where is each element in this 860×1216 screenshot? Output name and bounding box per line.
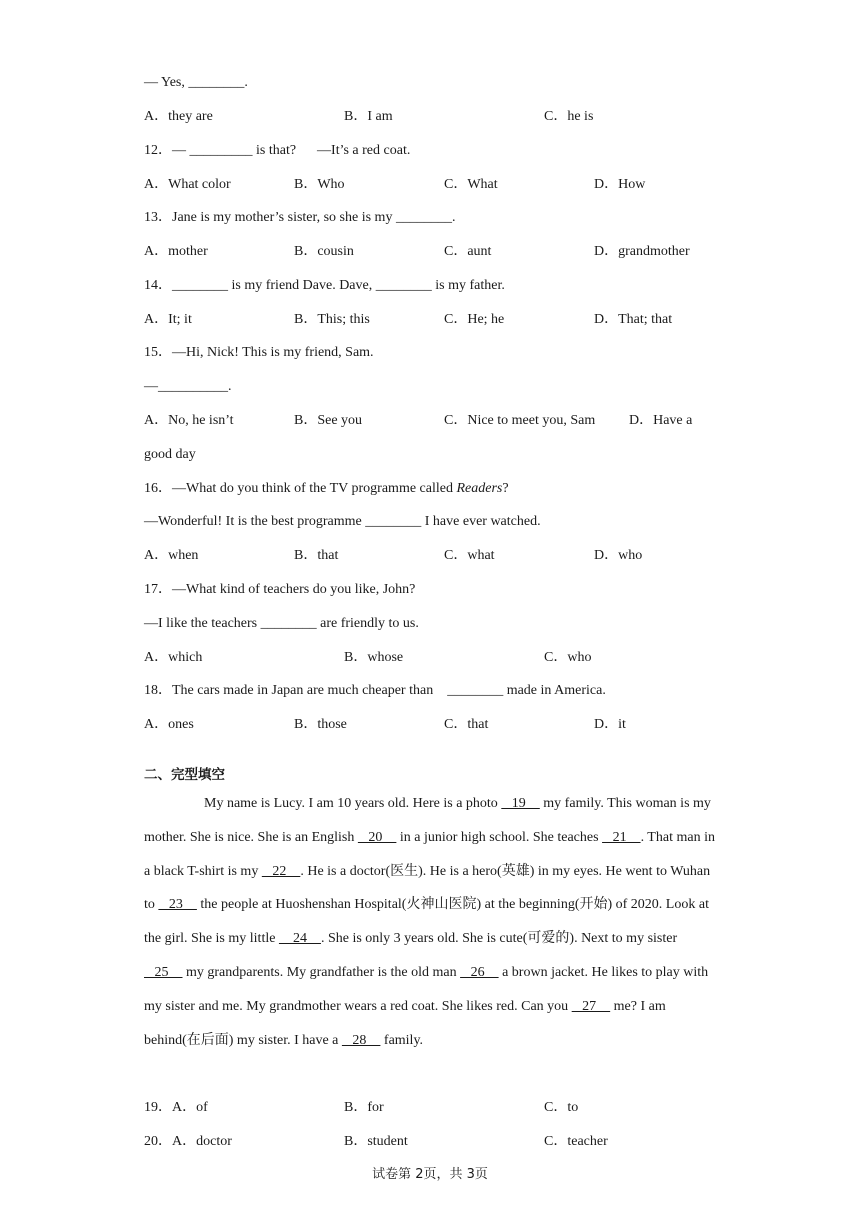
q13-stem: 13．Jane is my mother’s sister, so she is my ________.: [144, 210, 456, 225]
passage-text: the people at Huoshenshan Hospital(火神山医院) at the beginning(开始) of 2020. Look at the girl. She is my little: [144, 897, 709, 947]
q20-option-c: C．teacher: [544, 1134, 608, 1149]
q12-option-d: D．How: [594, 177, 646, 192]
q18-stem: 18．The cars made in Japan are much cheaper than ________ made in America.: [144, 683, 606, 698]
q20-option-a: 20．A．doctor: [144, 1134, 232, 1149]
q16-stem-text: 16．—What do you think of the TV programme called: [144, 481, 457, 496]
q14-option-a: A．It; it: [144, 312, 192, 327]
blank-20: 20: [357, 829, 397, 845]
q15-option-c: C．Nice to meet you, Sam: [444, 413, 596, 428]
blank-21: 21: [602, 829, 641, 845]
q11-option-a: A．they are: [144, 109, 213, 124]
blank-23: 23: [158, 897, 197, 913]
blank-25: 25: [144, 964, 183, 980]
blank-24: 24: [278, 931, 321, 947]
q18-option-b: B．those: [294, 717, 347, 732]
q12-option-c: C．What: [444, 177, 498, 192]
q16-option-c: C．what: [444, 548, 495, 563]
q11-answer-line: — Yes, ________.: [144, 75, 248, 90]
q14-option-b: B．This; this: [294, 312, 370, 327]
q15-option-a: A．No, he isn’t: [144, 413, 234, 428]
q17-reply: —I like the teachers ________ are friendly to us.: [144, 616, 419, 631]
q18-option-a: A．ones: [144, 717, 194, 732]
passage-text: me? I am behind(在后面) my sister. I have a: [144, 998, 666, 1048]
passage-text: My name is Lucy. I am 10 years old. Here is a photo: [204, 796, 502, 811]
blank-22: 22: [261, 863, 301, 879]
q14-option-c: C．He; he: [444, 312, 505, 327]
q18-option-d: D．it: [594, 717, 626, 732]
q16-option-b: B．that: [294, 548, 339, 563]
passage-text: a brown jacket. He likes to play with my sister and me. My grandmother wears a red coat. She likes red. Can you: [144, 964, 709, 1014]
q15-stem: 15．—Hi, Nick! This is my friend, Sam.: [144, 345, 374, 360]
cloze-passage: [144, 787, 719, 1057]
passage-text: . That man in a black T-shirt is my: [144, 829, 715, 879]
q15-option-d-wrap: good day: [144, 447, 196, 462]
q14-option-d: D．That; that: [594, 312, 673, 327]
blank-19: 19: [501, 796, 540, 811]
q12-option-a: A．What color: [144, 177, 231, 192]
passage-text: in a junior high school. She teaches: [396, 829, 603, 845]
q15-option-d: D．Have a: [629, 413, 693, 428]
blank-26: 26: [460, 964, 499, 980]
q16-stem: [144, 479, 509, 499]
q11-option-c: C．he is: [544, 109, 594, 124]
passage-text: . She is only 3 years old. She is cute(可爱的). Next to my sister: [320, 931, 678, 947]
q13-option-a: A．mother: [144, 244, 208, 259]
q13-option-b: B．cousin: [294, 244, 354, 259]
q13-option-d: D．grandmother: [594, 244, 690, 259]
q16-option-a: A．when: [144, 548, 199, 563]
q17-option-c: C．who: [544, 650, 592, 665]
q16-option-d: D．who: [594, 548, 643, 563]
q11-option-b: B．I am: [344, 109, 393, 124]
q19-option-a: 19．A．of: [144, 1100, 208, 1115]
q19-option-b: B．for: [344, 1100, 384, 1115]
q18-option-c: C．that: [444, 717, 489, 732]
passage-text: family.: [380, 1032, 424, 1048]
q12-stem: 12．— _________ is that? —It’s a red coat.: [144, 143, 411, 158]
blank-28: 28: [341, 1032, 381, 1048]
q12-option-b: B．Who: [294, 177, 345, 192]
q15-reply: —__________.: [144, 379, 232, 394]
q19-option-c: C．to: [544, 1100, 579, 1115]
q15-option-b: B．See you: [294, 413, 363, 428]
q20-option-b: B．student: [344, 1134, 408, 1149]
q16-reply: —Wonderful! It is the best programme ________ I have ever watched.: [144, 514, 541, 529]
page-footer: 试卷第 2页，共 3页: [372, 1167, 488, 1182]
passage-text: . He is a doctor(医生). He is a hero(英雄) in my eyes. He went to Wuhan to: [144, 863, 711, 913]
q17-option-b: B．whose: [344, 650, 404, 665]
q17-stem: 17．—What kind of teachers do you like, John?: [144, 582, 416, 597]
q16-programme-title: Readers: [456, 481, 503, 496]
section-heading-cloze: 二、完型填空: [144, 767, 225, 783]
q14-stem: 14．________ is my friend Dave. Dave, ________ is my father.: [144, 278, 505, 293]
passage-text: my grandparents. My grandfather is the old man: [182, 964, 461, 980]
q13-option-c: C．aunt: [444, 244, 492, 259]
q17-option-a: A．which: [144, 650, 203, 665]
q16-stem-end: ?: [502, 481, 509, 496]
blank-27: 27: [571, 998, 611, 1014]
passage-text: my family. This woman is my mother. She is nice. She is an English: [144, 796, 711, 845]
